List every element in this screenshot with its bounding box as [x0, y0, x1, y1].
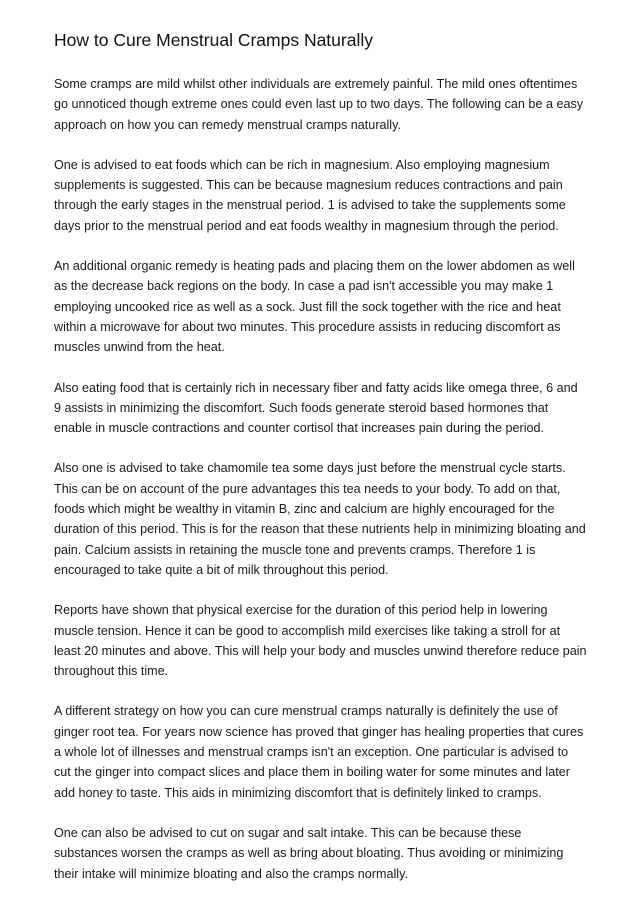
paragraph-3: An additional organic remedy is heating pads and placing them on the lower abdomen as well as the decrease back regions on the body. In case a pad isn't accessible you may make 1 employing uncooked rice as well as a sock. Just fill the sock together with the rice and heat within a microwave for about two minutes. This procedure assists in reducing discomfort as muscles unwind from the heat. [54, 259, 575, 355]
document-title: How to Cure Menstrual Cramps Naturally [54, 30, 373, 50]
paragraph-6: Reports have shown that physical exercise for the duration of this period help in lowering muscle tension. Hence it can be good to accomplish mild exercises like taking a stroll for at least 20 minutes and above. This will help your body and muscles unwind therefore reduce pain throughout this time. [54, 603, 587, 679]
paragraph-8: One can also be advised to cut on sugar and salt intake. This can be because these substances worsen the cramps as well as bring about bloating. Thus avoiding or minimizing their intake will minimize bloating and also the cramps normally. [54, 825, 564, 881]
paragraph-2: One is advised to eat foods which can be rich in magnesium. Also employing magnesium supplements is suggested. This can be because magnesium reduces contractions and pain through the early stages in the menstrual period. 1 is advised to take the supplements some days prior to the menstrual period and eat foods wealthy in magnesium through the period. [54, 157, 566, 233]
paragraph-7: A different strategy on how you can cure menstrual cramps naturally is definitely the use of ginger root tea. For years now science has proved that ginger has healing properties that cures a whole lot of illnesses and menstrual cramps isn't an exception. One particular is advised to cut the ginger into compact slices and place them in boiling water for some minutes and later add honey to taste. This aids in minimizing discomfort that is definitely linked to cramps. [54, 704, 584, 800]
paragraph-1: Some cramps are mild whilst other individuals are extremely painful. The mild ones oftentimes go unnoticed though extreme ones could even last up to two days. The following can be a easy approach on how you can remedy menstrual cramps naturally. [54, 77, 584, 132]
document-page [54, 28, 588, 904]
paragraph-5: Also one is advised to take chamomile tea some days just before the menstrual cycle starts. This can be on account of the pure advantages this tea needs to your body. To add on that, foods which might be wealthy in vitamin B, zinc and calcium are highly encouraged for the duration of this period. This is for the reason that these nutrients help in minimizing bloating and pain. Calcium assists in retaining the muscle tone and prevents cramps. Therefore 1 is encouraged to take quite a bit of milk throughout this period. [54, 461, 586, 577]
paragraph-4: Also eating food that is certainly rich in necessary fiber and fatty acids like omega three, 6 and 9 assists in minimizing the discomfort. Such foods generate steroid based hormones that enable in muscle contractions and counter cortisol that increases pain during the period. [54, 380, 578, 436]
